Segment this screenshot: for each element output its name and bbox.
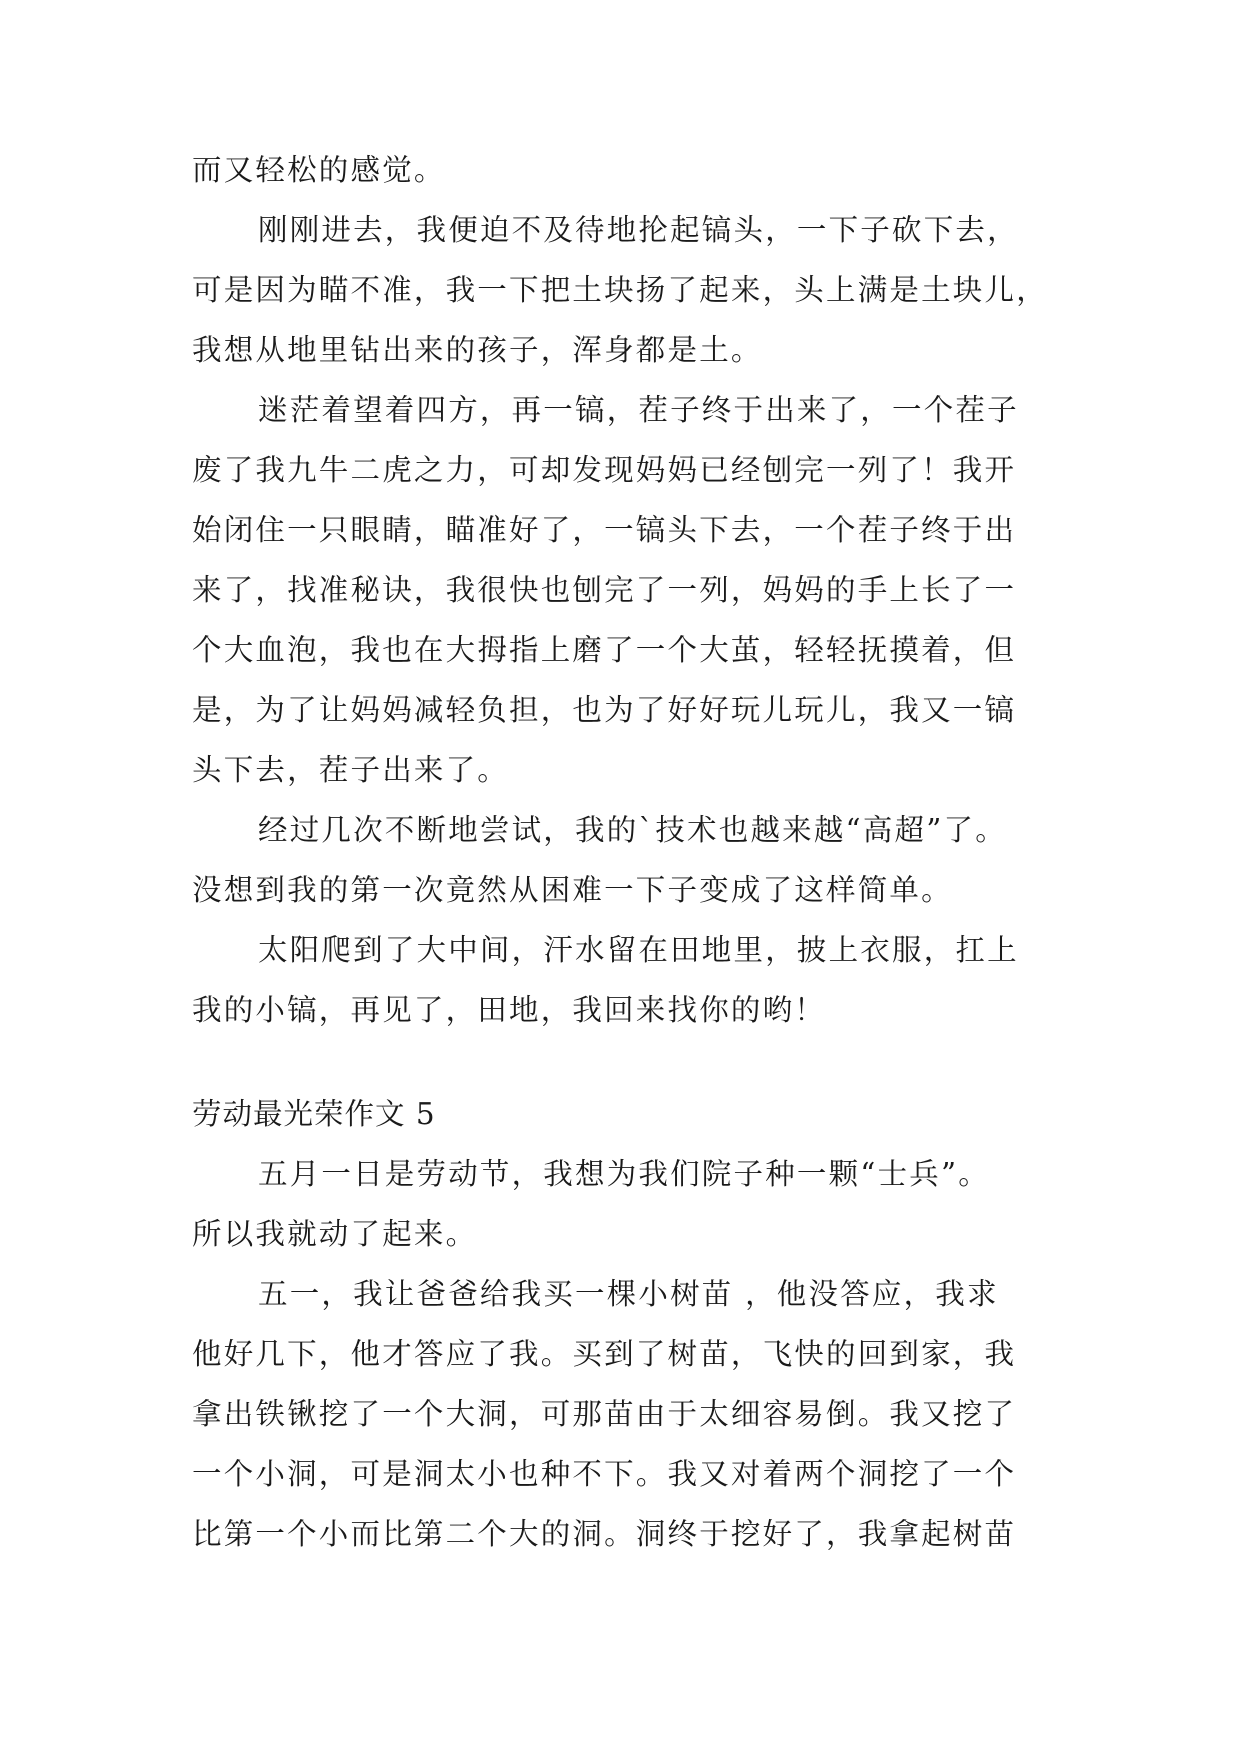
text-line: 个大血泡，我也在大拇指上磨了一个大茧，轻轻抚摸着，但 <box>192 633 1017 667</box>
text-line: 一个小洞，可是洞太小也种不下。我又对着两个洞挖了一个 <box>192 1457 1017 1491</box>
text-line: 没想到我的第一次竟然从困难一下子变成了这样简单。 <box>192 873 953 907</box>
text-line: 比第一个小而比第二个大的洞。洞终于挖好了，我拿起树苗 <box>192 1517 1017 1551</box>
text-line: 刚刚进去，我便迫不及待地抡起镐头，一下子砍下去， <box>258 213 1019 247</box>
text-line: 来了，找准秘诀，我很快也刨完了一列，妈妈的手上长了一 <box>192 573 1017 607</box>
text-line: 他好几下，他才答应了我。买到了树苗，飞快的回到家，我 <box>192 1337 1017 1371</box>
text-line: 头下去，茬子出来了。 <box>192 753 510 787</box>
text-line: 是，为了让妈妈减轻负担，也为了好好玩儿玩儿，我又一镐 <box>192 693 1017 727</box>
text-line: 而又轻松的感觉。 <box>192 153 446 187</box>
text-line: 拿出铁锹挖了一个大洞，可那苗由于太细容易倒。我又挖了 <box>192 1397 1017 1431</box>
text-line: 五月一日是劳动节，我想为我们院子种一颗“士兵”。 <box>258 1157 990 1191</box>
text-line: 五一，我让爸爸给我买一棵小树苗 ，他没答应，我求 <box>258 1277 999 1311</box>
text-line: 我想从地里钻出来的孩子，浑身都是土。 <box>192 333 763 367</box>
section-heading: 劳动最光荣作文 5 <box>192 1097 436 1131</box>
text-line: 经过几次不断地尝试，我的`技术也越来越“高超”了。 <box>258 813 1007 847</box>
text-line: 我的小镐，再见了，田地，我回来找你的哟！ <box>192 993 827 1027</box>
text-line: 所以我就动了起来。 <box>192 1217 478 1251</box>
text-line: 废了我九牛二虎之力，可却发现妈妈已经刨完一列了！我开 <box>192 453 1017 487</box>
text-line: 始闭住一只眼睛，瞄准好了，一镐头下去，一个茬子终于出 <box>192 513 1017 547</box>
text-line: 可是因为瞄不准，我一下把土块扬了起来，头上满是土块儿， <box>192 273 1048 307</box>
text-line: 太阳爬到了大中间，汗水留在田地里，披上衣服，扛上 <box>258 933 1019 967</box>
text-line: 迷茫着望着四方，再一镐，茬子终于出来了，一个茬子 <box>258 393 1019 427</box>
